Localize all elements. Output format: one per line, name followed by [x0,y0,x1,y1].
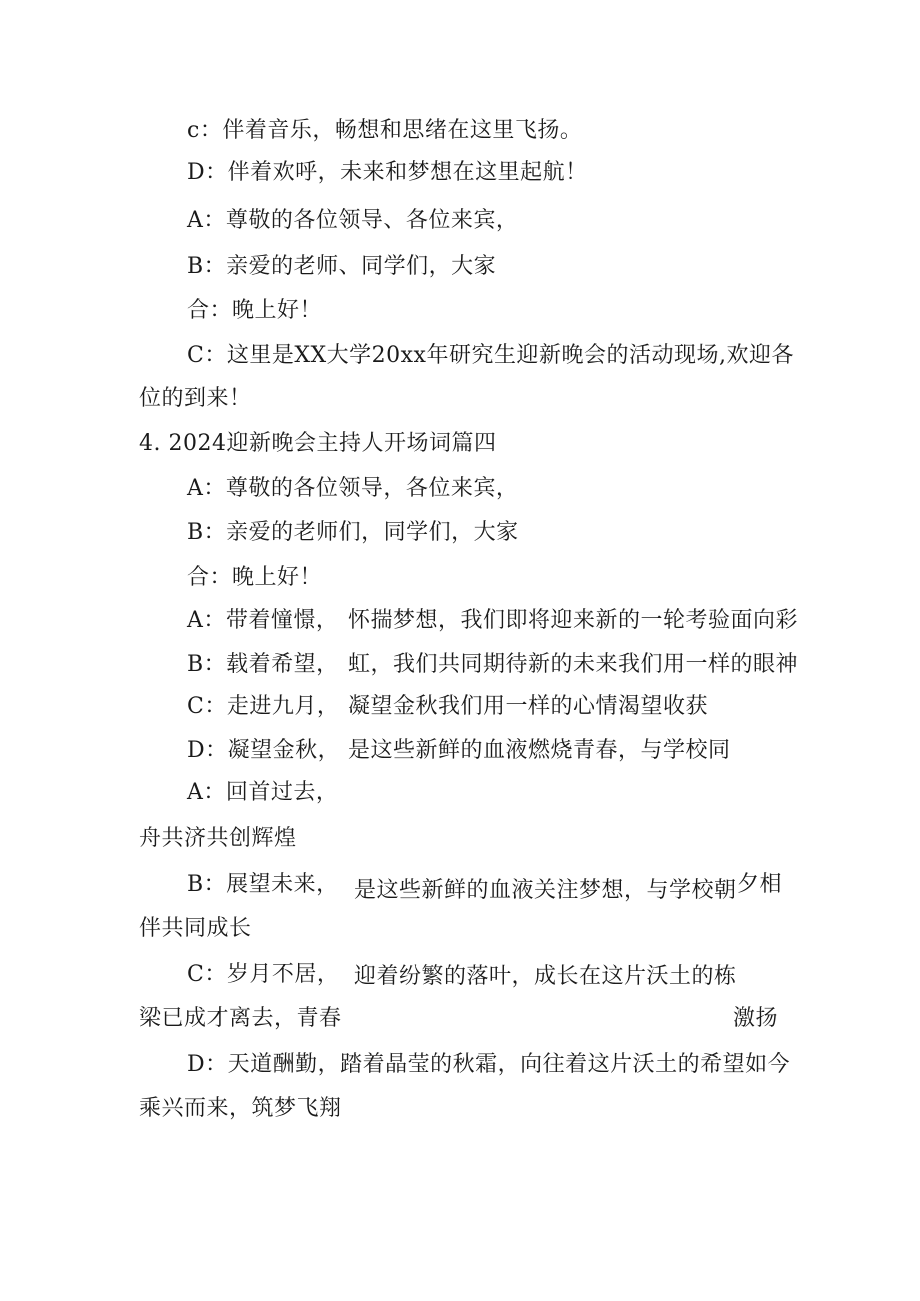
line-c-welcome-2: 位的到来！ [139,386,252,411]
line-b2-right: 是这些新鲜的血液关注梦想，与学校朝 [354,878,737,903]
line-d1-right: 是这些新鲜的血液燃烧青春，与学校同 [348,738,731,763]
line-b-greeting: B：亲爱的老师、同学们，大家 [187,254,497,279]
line-c3-right: 迎着纷繁的落叶，成长在这片沃土的栋 [354,964,737,989]
line-a1-left: A：带着憧憬， [187,608,339,633]
line-b2-far: 夕相 [737,872,783,897]
line-d1-left: D：凝望金秋， [187,738,341,763]
line-b2-cont: 伴共同成长 [139,916,252,941]
line-d-cheer: D：伴着欢呼，未来和梦想在这里起航！ [187,160,588,185]
line-c3-far: 激扬 [733,1006,779,1031]
line-c3-cont: 梁已成才离去，青春 [139,1006,342,1031]
line-b2-left: B：展望未来， [187,872,339,897]
line-a-greet: A：尊敬的各位领导，各位来宾， [187,476,519,501]
line-c-music: c：伴着音乐，畅想和思绪在这里飞扬。 [187,118,583,143]
line-c3-left: C：岁月不居， [187,962,340,987]
line-together: 合：晚上好！ [187,565,323,590]
line-a2: A：回首过去， [187,780,339,805]
line-b1-left: B：载着希望， [187,652,339,677]
line-a2-cont: 舟共济共创辉煌 [139,826,297,851]
line-c1-right: 凝望金秋我们用一样的心情渴望收获 [348,694,709,719]
line-d3-1: D：天道酬勤，踏着晶莹的秋霜，向往着这片沃土的希望如今 [187,1052,791,1077]
line-c-welcome-1: C：这里是XX大学20xx年研究生迎新晚会的活动现场,欢迎各 [187,343,794,368]
line-together-greeting: 合：晚上好！ [187,298,323,323]
line-d3-2: 乘兴而来，筑梦飞翔 [139,1096,342,1121]
line-b-greet: B：亲爱的老师们，同学们，大家 [187,520,519,545]
line-c1-left: C：走进九月， [187,694,340,719]
line-b1-right: 虹，我们共同期待新的未来我们用一样的眼神 [348,652,799,677]
line-a-greeting: A：尊敬的各位领导、各位来宾， [187,208,519,233]
line-a1-right: 怀揣梦想，我们即将迎来新的一轮考验面向彩 [348,608,799,633]
section-heading: 4. 2024迎新晚会主持人开场词篇四 [139,431,497,456]
